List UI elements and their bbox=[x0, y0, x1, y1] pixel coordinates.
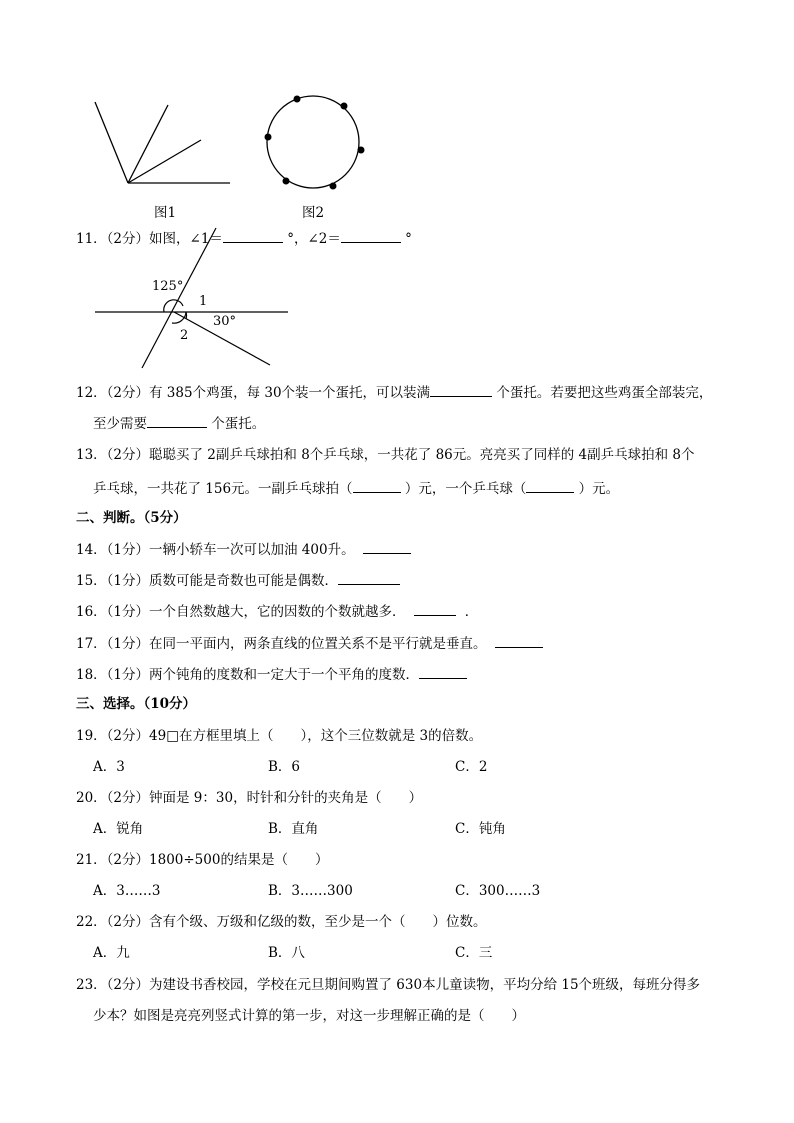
q12-text-d: 个蛋托。 bbox=[211, 416, 266, 432]
question-17 bbox=[76, 633, 543, 653]
circle-point bbox=[330, 183, 337, 190]
q12-text-a: 12．（2分）有 385个鸡蛋，每 30个装一个蛋托，可以装满 bbox=[76, 385, 431, 401]
q18-text: 18．（1分）两个钝角的度数和一定大于一个平角的度数． bbox=[76, 667, 420, 683]
circle-point bbox=[341, 103, 348, 110]
angle-label-125: 125° bbox=[152, 279, 184, 294]
q11-blank-2[interactable] bbox=[341, 228, 401, 243]
q11-text-b: °，∠2＝ bbox=[287, 231, 341, 247]
q14-blank[interactable] bbox=[363, 539, 411, 554]
question-23-line-1: 23．（2分）为建设书香校园，学校在元旦期间购置了 630本儿童读物，平均分给 15个班级，每班分得多 bbox=[76, 977, 701, 993]
question-12-line-1 bbox=[76, 382, 712, 402]
q13-blank-1[interactable] bbox=[353, 478, 401, 493]
q19-option-b[interactable]: B．6 bbox=[268, 759, 301, 775]
question-23-line-2: 少本？如图是亮亮列竖式计算的第一步，对这一步理解正确的是（ ） bbox=[93, 1008, 525, 1024]
figure-1-rays bbox=[95, 102, 230, 183]
q12-text-c: 至少需要 bbox=[93, 416, 147, 432]
q20-option-b[interactable]: B．直角 bbox=[268, 821, 319, 837]
figure-2-caption: 图2 bbox=[302, 205, 325, 221]
q13-text-b: ）元，一个乒乓球（ bbox=[404, 481, 527, 497]
q16-period: ． bbox=[464, 604, 479, 620]
arc-125 bbox=[164, 300, 183, 312]
circle-outline bbox=[267, 96, 359, 188]
question-11 bbox=[76, 228, 412, 248]
question-21: 21．（2分）1800÷500的结果是（ ） bbox=[76, 852, 329, 868]
q22-option-b[interactable]: B．八 bbox=[268, 945, 305, 961]
q15-blank[interactable] bbox=[338, 570, 400, 585]
q11-text-c: ° bbox=[405, 231, 412, 247]
question-13-line-1: 13．（2分）聪聪买了 2副乒乓球拍和 8个乒乓球，一共花了 86元。亮亮买了同样的 4副乒乓球拍和 8个 bbox=[76, 447, 695, 463]
q12-blank-1[interactable] bbox=[430, 382, 492, 397]
angle-label-2: 2 bbox=[180, 328, 189, 343]
circle-point bbox=[283, 178, 290, 185]
q19-option-c[interactable]: C．2 bbox=[455, 759, 488, 775]
angle-diagram bbox=[95, 228, 288, 368]
question-13-line-2 bbox=[93, 478, 619, 498]
q12-blank-2[interactable] bbox=[147, 413, 207, 428]
q12-text-b: 个蛋托。若要把这些鸡蛋全部装完， bbox=[496, 385, 713, 401]
circle-point bbox=[294, 96, 301, 103]
section-2-heading: 二、判断。（5分） bbox=[76, 510, 187, 526]
q13-text-a: 乒乓球，一共花了 156元。一副乒乓球拍（ bbox=[93, 481, 353, 497]
q16-blank[interactable] bbox=[414, 601, 456, 616]
q13-blank-2[interactable] bbox=[526, 478, 574, 493]
q17-blank[interactable] bbox=[495, 633, 543, 648]
question-15 bbox=[76, 570, 400, 590]
angle-label-1: 1 bbox=[199, 294, 208, 309]
q15-text: 15．（1分）质数可能是奇数也可能是偶数． bbox=[76, 573, 339, 589]
q22-option-a[interactable]: A．九 bbox=[93, 945, 130, 961]
q22-option-c[interactable]: C．三 bbox=[455, 945, 493, 961]
q19-option-a[interactable]: A．3 bbox=[93, 759, 125, 775]
q18-blank[interactable] bbox=[419, 664, 467, 679]
question-12-line-2 bbox=[93, 413, 265, 433]
q20-option-a[interactable]: A．锐角 bbox=[93, 821, 144, 837]
figure-1-caption: 图1 bbox=[154, 205, 177, 221]
q21-option-c[interactable]: C．300……3 bbox=[455, 883, 541, 899]
question-16 bbox=[76, 601, 478, 621]
q11-text-a: 11．（2分）如图，∠1＝ bbox=[76, 231, 223, 247]
q17-text: 17．（1分）在同一平面内，两条直线的位置关系不是平行就是垂直。 bbox=[76, 636, 487, 652]
circle-point bbox=[265, 134, 272, 141]
circle-point bbox=[358, 147, 365, 154]
question-20: 20．（2分）钟面是 9：30，时针和分针的夹角是（ ） bbox=[76, 790, 423, 806]
q20-option-c[interactable]: C．钝角 bbox=[455, 821, 506, 837]
arc-2 bbox=[172, 312, 186, 323]
question-18 bbox=[76, 664, 467, 684]
q13-text-c: ）元。 bbox=[578, 481, 620, 497]
q16-text: 16．（1分）一个自然数越大，它的因数的个数就越多． bbox=[76, 604, 406, 620]
section-3-heading: 三、选择。（10分） bbox=[76, 696, 197, 712]
angle-label-30: 30° bbox=[213, 314, 237, 329]
q11-blank-1[interactable] bbox=[223, 228, 283, 243]
question-14 bbox=[76, 539, 411, 559]
q21-option-a[interactable]: A．3……3 bbox=[93, 883, 161, 899]
question-22: 22．（2分）含有个级、万级和亿级的数，至少是一个（ ）位数。 bbox=[76, 914, 487, 930]
figure-2-circle bbox=[265, 96, 365, 190]
ray-steep bbox=[95, 102, 128, 183]
q21-option-b[interactable]: B．3……300 bbox=[268, 883, 353, 899]
q14-text: 14．（1分）一辆小轿车一次可以加油 400升。 bbox=[76, 542, 355, 558]
question-19: 19．（2分）49□在方框里填上（ ），这个三位数就是 3的倍数。 bbox=[76, 728, 483, 744]
